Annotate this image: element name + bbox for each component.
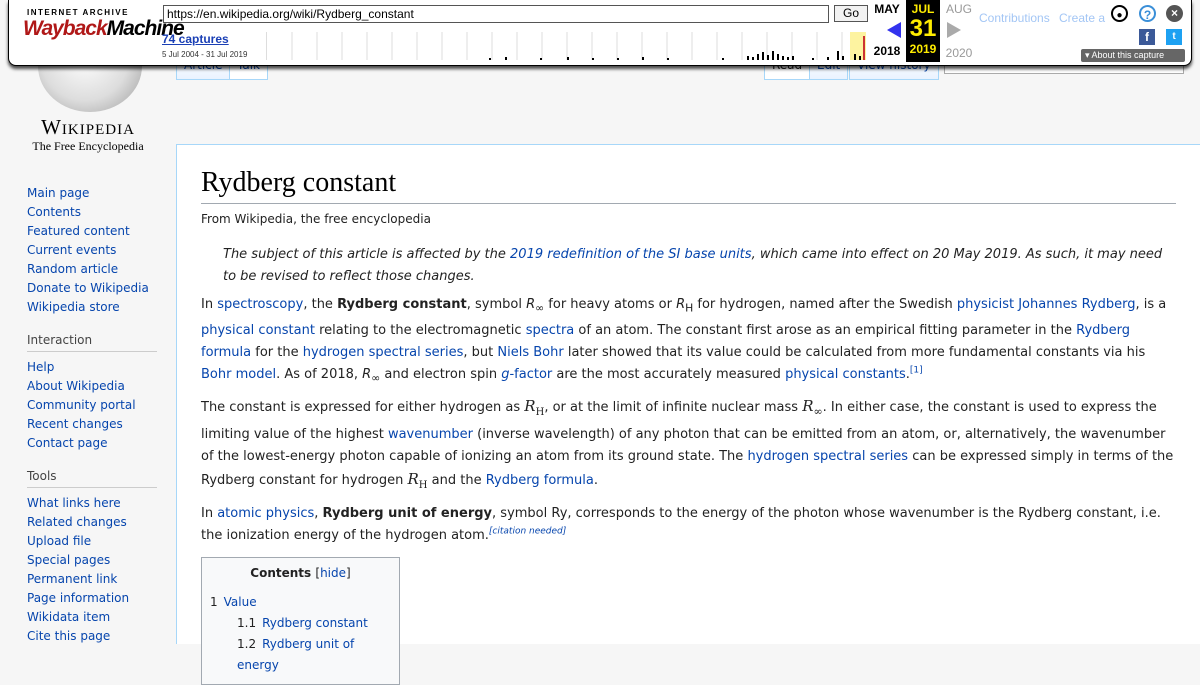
sidebar-item-contents[interactable]: Contents xyxy=(27,205,81,219)
toc-link[interactable]: Value xyxy=(223,595,257,610)
sidebar-nav xyxy=(27,184,157,317)
text: In xyxy=(201,297,218,312)
contributions-link-behind[interactable]: Contributions xyxy=(979,11,1050,25)
link-rydberg-formula[interactable]: Rydberg formula xyxy=(485,473,594,489)
capture-bar xyxy=(489,58,491,60)
sidebar-item-permanent-link[interactable]: Permanent link xyxy=(27,572,118,586)
wikipedia-wordmark[interactable]: Wikipedia xyxy=(41,115,135,139)
g-factor-text: -factor xyxy=(509,366,553,382)
sidebar-item-upload[interactable]: Upload file xyxy=(27,534,92,548)
link-hydrogen-series[interactable]: hydrogen spectral series xyxy=(747,449,909,465)
capture-bar xyxy=(792,56,794,60)
link-physical-constants[interactable]: physical constants xyxy=(785,366,906,382)
sidebar-item-what-links-here[interactable]: What links here xyxy=(27,496,121,510)
toc-entry[interactable] xyxy=(210,592,391,613)
bold-term: Rydberg constant xyxy=(337,297,467,312)
symbol-sub-inf: ∞ xyxy=(535,301,545,315)
symbol-r: R xyxy=(676,297,686,312)
capture-bar xyxy=(842,56,844,60)
prev-year-label[interactable]: 2018 xyxy=(873,44,901,58)
capture-bar xyxy=(567,57,569,60)
current-month: JUL xyxy=(911,2,935,16)
math-r-inf: $R_\infty$ xyxy=(802,397,823,419)
capture-bar xyxy=(827,57,829,60)
current-capture-date xyxy=(906,0,940,62)
capture-bar xyxy=(505,57,507,60)
text: later showed that its value could be calculated from more fundamental constants via his xyxy=(563,344,1146,360)
prev-month-label[interactable]: MAY xyxy=(874,2,900,16)
capture-bar xyxy=(762,52,764,60)
text: , symbol Ry, corresponds to the energy of the photon whose wavenumber is the Rydberg constant, i.e. the ionization energy of the hydrogen atom. xyxy=(201,506,1161,544)
sidebar-item-related-changes[interactable]: Related changes xyxy=(27,515,127,529)
capture-bar xyxy=(747,56,749,60)
link-si-redefinition[interactable]: 2019 redefinition of the SI base units xyxy=(510,247,752,262)
article-content xyxy=(176,144,1200,673)
sidebar-item-cite[interactable]: Cite this page xyxy=(27,629,111,643)
page-title: Rydberg constant xyxy=(201,167,1176,204)
text: The constant is expressed for either hydrogen as xyxy=(201,400,525,416)
sidebar-item-contact[interactable]: Contact page xyxy=(27,436,108,450)
text: can be expressed simply in terms of the Rydberg constant for hydrogen xyxy=(201,449,1174,489)
text: for heavy atoms or xyxy=(544,297,677,312)
bold-term: Rydberg unit of energy xyxy=(322,506,493,522)
capture-bar xyxy=(752,57,754,60)
symbol-sub-h: H xyxy=(685,301,694,315)
link-g-factor[interactable] xyxy=(501,367,552,382)
capture-bar xyxy=(642,57,644,60)
paragraph-3 xyxy=(201,503,1176,547)
hatnote-text-2: , which came into effect on 20 May 2019. As such, it may need to be revised to reflect those changes. xyxy=(223,247,1163,284)
link-rydberg-formula[interactable]: Rydberg formula xyxy=(201,322,1131,360)
close-icon[interactable]: × xyxy=(1166,5,1183,22)
table-of-contents xyxy=(201,557,400,685)
sidebar-item-random[interactable]: Random article xyxy=(27,262,119,276)
logo-internet-archive: INTERNET ARCHIVE xyxy=(27,8,129,17)
text: of an atom. The constant first arose as an empirical fitting parameter in the xyxy=(574,322,1077,338)
link-atomic-physics[interactable]: atomic physics xyxy=(217,506,315,522)
text: and the xyxy=(427,473,486,489)
sidebar-item-community[interactable]: Community portal xyxy=(27,398,136,412)
paragraph-1 xyxy=(201,294,1176,389)
next-capture-arrow-icon[interactable] xyxy=(947,22,961,38)
current-year: 2019 xyxy=(909,42,937,56)
math-r-h: $R_H$ xyxy=(524,397,545,419)
facebook-icon[interactable]: f xyxy=(1139,29,1155,45)
next-year-label[interactable]: 2020 xyxy=(945,46,973,60)
text: . As of 2018, xyxy=(276,366,363,382)
link-johannes-rydberg[interactable]: Johannes Rydberg xyxy=(1018,297,1136,312)
wayback-logo[interactable] xyxy=(23,8,184,48)
symbol-r: R xyxy=(362,366,372,382)
text: In xyxy=(201,506,218,522)
paragraph-2 xyxy=(201,395,1176,497)
capture-bar xyxy=(859,56,861,60)
sidebar-item-store[interactable]: Wikipedia store xyxy=(27,300,120,314)
capture-bar xyxy=(592,58,594,60)
capture-bar xyxy=(617,58,619,60)
text: and electron spin xyxy=(380,366,502,382)
toc-title-text: Contents xyxy=(250,566,312,581)
toc-hide-link[interactable]: hide xyxy=(320,566,347,581)
toc-entry[interactable] xyxy=(210,613,391,634)
sidebar-item-donate[interactable]: Donate to Wikipedia xyxy=(27,281,149,295)
capture-bar xyxy=(722,58,724,60)
link-hydrogen-series[interactable]: hydrogen spectral series xyxy=(302,344,464,360)
citation-needed-link[interactable]: [citation needed] xyxy=(488,526,567,537)
reference-1[interactable]: [1] xyxy=(909,365,923,376)
capture-bar xyxy=(782,56,784,60)
sidebar-item-page-info[interactable]: Page information xyxy=(27,591,130,605)
sidebar-item-special-pages[interactable]: Special pages xyxy=(27,553,111,567)
hatnote xyxy=(223,244,1176,288)
capture-bar xyxy=(787,57,789,60)
toc-hide-wrap: [hide] xyxy=(315,566,351,581)
capture-bar xyxy=(757,54,759,60)
sidebar-item-recent-changes[interactable]: Recent changes xyxy=(27,417,123,431)
hatnote-text-1: The subject of this article is affected by the xyxy=(223,247,511,262)
user-icon[interactable]: ● xyxy=(1111,5,1128,22)
link-spectroscopy[interactable]: spectroscopy xyxy=(217,297,304,312)
sidebar-item-main-page[interactable]: Main page xyxy=(27,186,90,200)
toc-number: 1.2 xyxy=(237,637,257,652)
text: are the most accurately measured xyxy=(552,366,786,382)
capture-sparkline[interactable] xyxy=(266,32,866,60)
help-icon[interactable]: ? xyxy=(1139,5,1156,22)
text: , the xyxy=(303,297,338,312)
link-bohr-model[interactable]: Bohr model xyxy=(201,366,277,382)
twitter-icon[interactable]: t xyxy=(1166,29,1182,45)
sidebar-item-about[interactable]: About Wikipedia xyxy=(27,379,125,393)
text: (inverse wavelength) of any photon that can be emitted from an atom, or, alternatively, the wavenumber of the lowest-energy photon capable of ionizing an atom from its ground state. The xyxy=(201,427,1166,465)
capture-bar xyxy=(777,54,779,60)
logo-machine-text: Machine xyxy=(106,17,184,40)
sidebar-heading-interaction[interactable]: Interaction xyxy=(27,333,157,352)
math-r-h: $R_H$ xyxy=(407,470,428,492)
toc-entry[interactable] xyxy=(210,634,391,676)
link-physicist[interactable]: physicist xyxy=(956,297,1015,312)
link-spectra[interactable]: spectra xyxy=(525,322,575,338)
link-physical-constant[interactable]: physical constant xyxy=(201,322,315,338)
text: relating to the electromagnetic xyxy=(314,322,526,338)
capture-bar xyxy=(812,58,814,60)
capture-bar xyxy=(854,54,856,60)
about-capture-button[interactable]: ▾ About this capture xyxy=(1081,49,1185,62)
toc-number: 1 xyxy=(210,595,218,610)
text: . xyxy=(593,473,599,489)
logo-wayback-machine xyxy=(23,17,184,41)
text: . xyxy=(905,366,910,382)
text: for the xyxy=(251,344,303,360)
capture-bar xyxy=(772,51,774,60)
current-day: 31 xyxy=(909,15,937,42)
sidebar-item-featured[interactable]: Featured content xyxy=(27,224,130,238)
symbol-r: R xyxy=(526,297,536,312)
text: , xyxy=(314,506,323,522)
about-capture-label: About this capture xyxy=(1091,50,1165,60)
url-input[interactable]: https://en.wikipedia.org/wiki/Rydberg_constant xyxy=(163,5,829,23)
symbol-sub-inf: ∞ xyxy=(371,371,381,385)
captures-link[interactable]: 74 captures xyxy=(162,32,229,46)
text: , is a xyxy=(1135,297,1167,312)
g-italic: g xyxy=(501,366,510,382)
next-month-label[interactable]: AUG xyxy=(945,2,972,16)
capture-bar xyxy=(863,36,865,60)
text: , or at the limit of infinite nuclear mass xyxy=(544,400,803,416)
capture-bar xyxy=(667,58,669,60)
text: , but xyxy=(463,344,498,360)
toc-number: 1.1 xyxy=(237,616,257,631)
sidebar-item-wikidata[interactable]: Wikidata item xyxy=(27,610,111,624)
capture-bar xyxy=(837,51,839,60)
capture-bar xyxy=(540,58,542,60)
capture-range: 5 Jul 2004 - 31 Jul 2019 xyxy=(162,50,248,59)
toc-title xyxy=(210,566,391,580)
link-niels-bohr[interactable]: Niels Bohr xyxy=(497,344,564,360)
text: for hydrogen, named after the Swedish xyxy=(693,297,957,312)
sidebar xyxy=(27,184,157,646)
prev-capture-arrow-icon[interactable] xyxy=(887,22,901,38)
page-tagline: From Wikipedia, the free encyclopedia xyxy=(201,212,431,226)
create-account-link-behind[interactable]: Create a xyxy=(1059,11,1106,25)
logo-wayback-text: Wayback xyxy=(23,17,107,40)
wikipedia-tagline: The Free Encyclopedia xyxy=(32,139,144,153)
text: , symbol xyxy=(466,297,527,312)
toc-link[interactable]: Rydberg constant xyxy=(262,616,368,631)
sidebar-item-current-events[interactable]: Current events xyxy=(27,243,117,257)
go-button[interactable]: Go xyxy=(834,5,868,22)
capture-bar xyxy=(767,55,769,60)
link-wavenumber[interactable]: wavenumber xyxy=(387,427,473,443)
sidebar-item-help[interactable]: Help xyxy=(27,360,55,374)
sidebar-heading-tools[interactable]: Tools xyxy=(27,469,157,488)
text: . In either case, the constant is used to express the limiting value of the highest xyxy=(201,400,1157,443)
wayback-toolbar xyxy=(8,0,1192,66)
toc-link[interactable]: Rydberg unit of energy xyxy=(237,637,355,673)
